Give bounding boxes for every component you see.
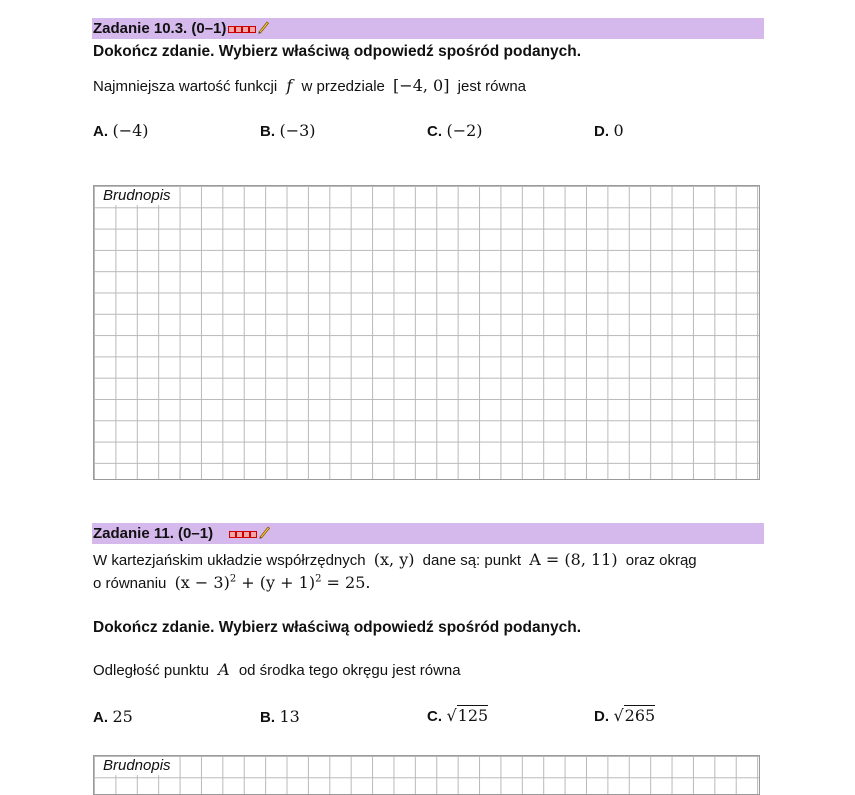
option-value: 25 (112, 707, 133, 726)
option-value: (−4) (112, 121, 149, 140)
option-letter: C. (427, 123, 442, 140)
option-c[interactable] (427, 121, 483, 141)
context-text: dane są: punkt (422, 552, 522, 569)
sqrt-expression: √125 (446, 706, 489, 725)
task-stem (93, 76, 526, 95)
scratch-label: Brudnopis (95, 757, 177, 775)
option-letter: A. (93, 123, 108, 140)
point-symbol: A (218, 660, 230, 679)
option-value: 13 (279, 707, 300, 726)
option-letter: D. (594, 123, 609, 140)
stem-text: od środka tego okręgu jest równa (238, 662, 461, 679)
task-instruction: Dokończ zdanie. Wybierz właściwą odpowiedź spośród podanych. (93, 43, 582, 60)
option-letter: D. (594, 708, 609, 725)
task-title: Zadanie 11. (0–1) (93, 525, 214, 542)
option-d[interactable] (594, 706, 655, 726)
option-value: (−2) (446, 121, 483, 140)
stem-text: Odległość punktu (93, 662, 209, 679)
task-title: Zadanie 10.3. (0–1) (93, 20, 227, 37)
interval: [−4, 0] (393, 76, 450, 95)
option-letter: B. (260, 709, 275, 726)
option-c[interactable] (427, 706, 488, 726)
option-b[interactable] (260, 121, 316, 141)
context-text: o równaniu (93, 575, 167, 592)
coordinates: (x, y) (373, 550, 415, 569)
scratch-grid (93, 755, 760, 795)
context-text: W kartezjańskim układzie współrzędnych (93, 552, 366, 569)
stem-text: jest równa (457, 78, 527, 95)
sqrt-expression: √265 (613, 706, 656, 725)
option-value: 0 (613, 121, 624, 140)
option-a[interactable] (93, 707, 133, 727)
scratch-grid (93, 185, 760, 480)
context-text: oraz okrąg (625, 552, 697, 569)
score-boxes-icon (229, 524, 257, 545)
pencil-icon (258, 524, 270, 545)
task-stem (93, 660, 461, 679)
stem-text: w przedziale (301, 78, 385, 95)
option-a[interactable] (93, 121, 149, 141)
option-value: (−3) (279, 121, 316, 140)
stem-text: Najmniejsza wartość funkcji (93, 78, 278, 95)
circle-equation: $(x - 3)^2 + (y + 1)^2 = 25$. (174, 573, 371, 592)
score-boxes-icon (228, 19, 256, 40)
function-symbol: f (286, 76, 293, 95)
option-letter: A. (93, 709, 108, 726)
task-instruction: Dokończ zdanie. Wybierz właściwą odpowiedź spośród podanych. (93, 619, 582, 636)
scratch-label: Brudnopis (95, 187, 177, 205)
task-header-11 (92, 523, 764, 544)
task-context-line1 (93, 550, 697, 569)
task-header-10-3 (92, 18, 764, 39)
option-b[interactable] (260, 707, 300, 727)
option-letter: C. (427, 708, 442, 725)
point-a: A = (8, 11) (529, 550, 618, 569)
option-letter: B. (260, 123, 275, 140)
task-context-line2 (93, 573, 370, 592)
pencil-icon (257, 19, 269, 40)
option-d[interactable] (594, 121, 624, 141)
